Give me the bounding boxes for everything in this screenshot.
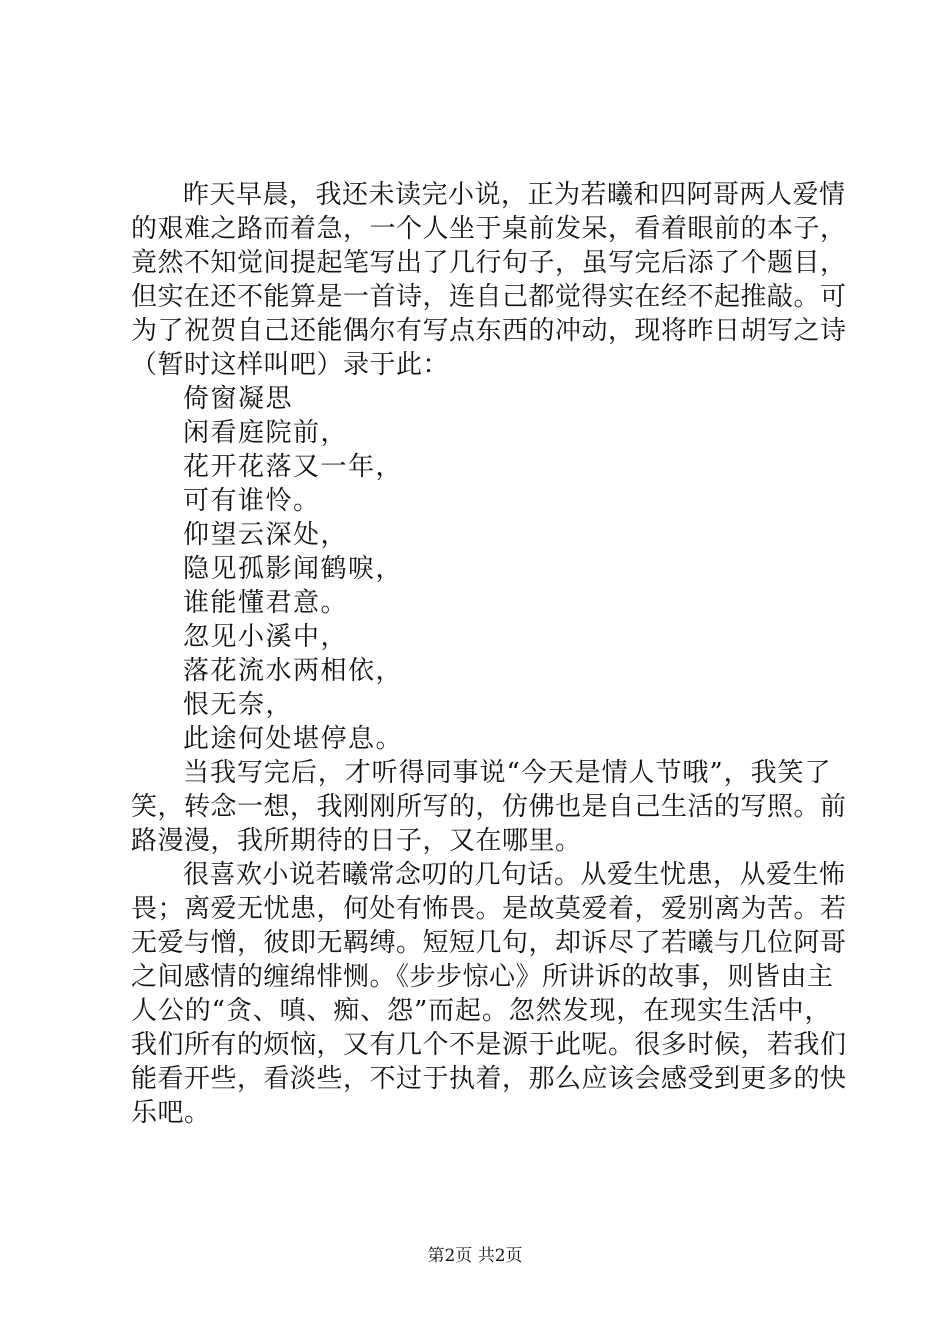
text-line: 为了祝贺自己还能偶尔有写点东西的冲动，现将昨日胡写之诗 xyxy=(131,316,847,346)
poem-title: 倚窗凝思 xyxy=(183,384,294,414)
poem-line: 可有谁怜。 xyxy=(183,486,321,516)
poem-line: 恨无奈， xyxy=(183,690,294,720)
text-line: 路漫漫，我所期待的日子，又在哪里。 xyxy=(131,826,582,856)
text-line: 人公的“贪、嗔、痴、怨”而起。忽然发现，在现实生活中， xyxy=(131,996,831,1026)
poem-line: 花开花落又一年， xyxy=(183,452,404,482)
poem-line: 隐见孤影闻鹤唳， xyxy=(183,554,404,584)
text-line: 竟然不知觉间提起笔写出了几行句子，虽写完后添了个题目， xyxy=(131,248,847,278)
text-line: 的艰难之路而着急，一个人坐于桌前发呆，看着眼前的本子， xyxy=(131,214,847,244)
text-line: （暂时这样叫吧）录于此： xyxy=(131,350,450,380)
poem-line: 落花流水两相依， xyxy=(183,656,404,686)
poem-line: 谁能懂君意。 xyxy=(183,588,349,618)
text-line: 但实在还不能算是一首诗，连自己都觉得实在经不起推敲。可 xyxy=(131,282,847,312)
poem-line: 此途何处堪停息。 xyxy=(183,724,404,754)
text-line: 我们所有的烦恼，又有几个不是源于此呢。很多时候，若我们 xyxy=(131,1030,847,1060)
poem-line: 忽见小溪中， xyxy=(183,622,349,652)
text-line: 能看开些，看淡些，不过于执着，那么应该会感受到更多的快 xyxy=(131,1064,847,1094)
text-line: 之间感情的缠绵悱恻。《步步惊心》所讲诉的故事，则皆由主 xyxy=(131,962,834,992)
poem-line: 闲看庭院前， xyxy=(183,418,349,448)
text-line: 畏；离爱无忧患，何处有怖畏。是故莫爱着，爱别离为苦。若 xyxy=(131,894,847,924)
text-line: 无爱与憎，彼即无羁缚。短短几句，却诉尽了若曦与几位阿哥 xyxy=(131,928,847,958)
text-line: 昨天早晨，我还未读完小说，正为若曦和四阿哥两人爱情 xyxy=(183,180,846,210)
page-number-footer: 第2页 共2页 xyxy=(427,1246,523,1266)
text-line: 当我写完后，才听得同事说“今天是情人节哦”，我笑了 xyxy=(183,758,831,788)
text-line: 很喜欢小说若曦常念叨的几句话。从爱生忧患，从爱生怖 xyxy=(183,860,846,890)
text-line: 乐吧。 xyxy=(131,1098,211,1128)
poem-line: 仰望云深处， xyxy=(183,520,349,550)
text-line: 笑，转念一想，我刚刚所写的，仿佛也是自己生活的写照。前 xyxy=(131,792,847,822)
